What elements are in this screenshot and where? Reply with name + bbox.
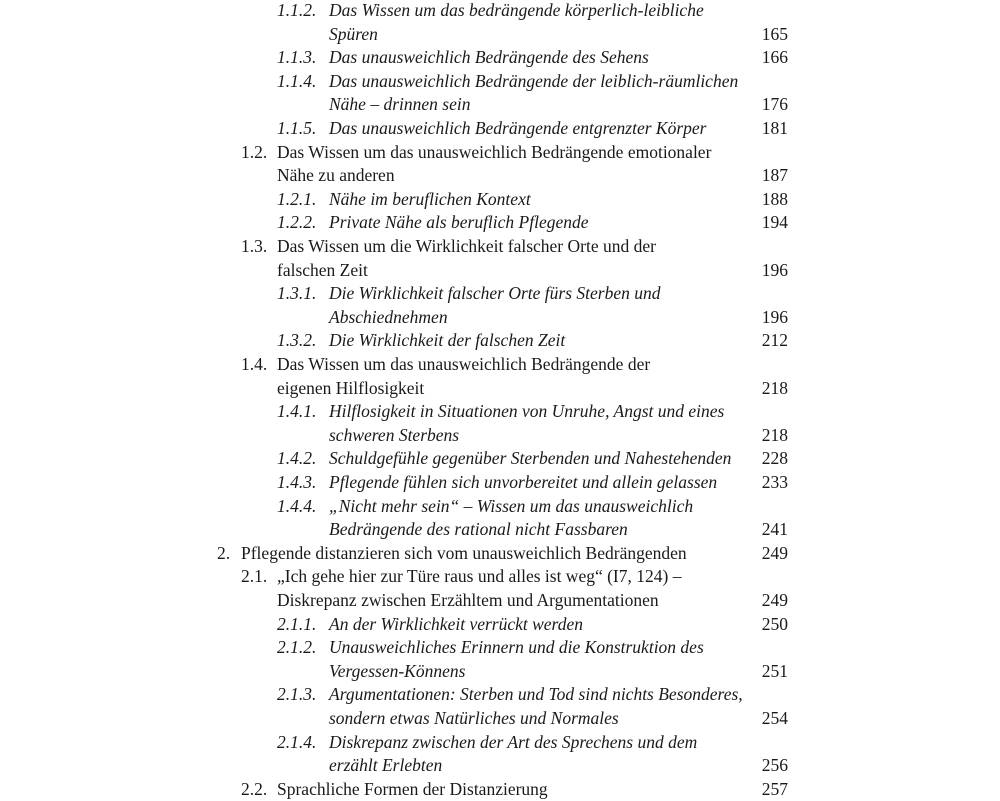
toc-entry-line	[0, 612, 1000, 636]
toc-entry-title: Private Nähe als beruflich Pflegende	[329, 212, 589, 233]
toc-entry-line	[0, 706, 1000, 730]
toc-entry-line	[0, 45, 1000, 69]
toc-entry-number: 1.4.3.	[277, 472, 317, 492]
toc-entry-line	[0, 258, 1000, 282]
toc-entry-page: 196	[761, 306, 788, 327]
toc-entry-number: 2.1.1.	[277, 613, 317, 634]
toc-entry-title: Unausweichliches Erinnern und die Konstruktion des	[329, 637, 704, 658]
toc-entry-title: „Nicht mehr sein“ – Wissen um das unausweichlich	[329, 495, 694, 516]
toc-entry-line	[0, 140, 1000, 164]
toc-entry-number: 2.1.	[241, 566, 268, 587]
toc-entry-number: 1.4.	[241, 354, 268, 374]
toc-entry-number: 2.1.4.	[277, 731, 317, 752]
toc-entry-line	[0, 234, 1000, 258]
toc-entry-line	[0, 305, 1000, 329]
toc-entry-title: Schuldgefühle gegenüber Sterbenden und Nahestehenden	[329, 448, 732, 469]
toc-entry-number: 1.4.1.	[277, 401, 317, 422]
toc-entry-line	[0, 399, 1000, 423]
toc-entry-page: 250	[761, 613, 788, 634]
toc-entry-line	[0, 187, 1000, 211]
toc-entry-title: Das unausweichlich Bedrängende der leiblich-räumlichen	[329, 70, 739, 91]
toc-entry-number: 1.3.	[241, 236, 268, 256]
toc-entry-number: 1.1.3.	[277, 47, 317, 68]
toc-entry-line	[0, 446, 1000, 470]
toc-entry-number: 1.2.1.	[277, 188, 317, 209]
toc-entry-line	[0, 281, 1000, 305]
toc-entry-title: Diskrepanz zwischen der Art des Sprechens und dem	[329, 731, 698, 752]
toc-entry-page: 241	[761, 519, 788, 540]
toc-entry-line	[0, 210, 1000, 234]
toc-entry-line	[0, 163, 1000, 187]
toc-entry-number: 1.1.4.	[277, 70, 317, 91]
toc-entry-number: 1.2.	[241, 141, 268, 162]
toc-entry-title: Bedrängende des rational nicht Fassbaren	[329, 519, 628, 540]
toc-entry-page: 181	[761, 118, 788, 138]
toc-entry-number: 2.1.3.	[277, 684, 317, 705]
toc-entry-title: falschen Zeit	[277, 259, 368, 280]
toc-entry-title: An der Wirklichkeit verrückt werden	[329, 613, 583, 634]
toc-entry-page: 196	[761, 259, 788, 280]
toc-entry-page: 194	[761, 212, 788, 233]
toc-entry-page: 218	[761, 424, 788, 445]
toc-entry-title: Argumentationen: Sterben und Tod sind nichts Besonderes,	[329, 684, 743, 705]
toc-entry-page: 176	[761, 94, 788, 115]
toc-entry-page: 218	[761, 377, 788, 398]
toc-entry-title: Pflegende fühlen sich unvorbereitet und allein gelassen	[329, 472, 718, 492]
toc-entry-title: Das Wissen um das bedrängende körperlich-leibliche	[329, 0, 704, 20]
toc-entry-title: Nähe im beruflichen Kontext	[329, 188, 531, 209]
toc-entry-page: 249	[761, 542, 788, 563]
toc-entry-line	[0, 376, 1000, 400]
toc-entry-line	[0, 352, 1000, 376]
toc-entry-title: Sprachliche Formen der Distanzierung	[277, 778, 548, 799]
toc-entry-number: 2.	[217, 542, 231, 563]
toc-entry-title: erzählt Erlebten	[329, 755, 443, 776]
toc-entry-line	[0, 753, 1000, 777]
toc-entry-page: 249	[761, 590, 788, 610]
toc-entry-title: Pflegende distanzieren sich vom unausweichlich Bedrängenden	[241, 542, 687, 563]
toc-entry-line	[0, 116, 1000, 140]
toc-entry-number: 1.2.2.	[277, 212, 317, 233]
toc-entry-number: 1.1.2.	[277, 0, 317, 20]
toc-entry-title: Das unausweichlich Bedrängende des Sehens	[329, 47, 649, 68]
toc-entry-title: Nähe – drinnen sein	[329, 94, 471, 115]
toc-entry-number: 1.3.2.	[277, 330, 317, 351]
toc-entry-line	[0, 494, 1000, 518]
toc-entry-title: Die Wirklichkeit der falschen Zeit	[329, 330, 566, 351]
toc-entry-title: Nähe zu anderen	[277, 165, 395, 186]
toc-entry-title: schweren Sterbens	[329, 424, 460, 445]
toc-entry-line	[0, 682, 1000, 706]
toc-entry-title: „Ich gehe hier zur Türe raus und alles ist weg“ (I7, 124) –	[277, 566, 682, 587]
toc-entry-line	[0, 423, 1000, 447]
toc-entry-title: Das unausweichlich Bedrängende entgrenzter Körper	[329, 118, 707, 138]
toc-entry-title: eigenen Hilflosigkeit	[277, 377, 425, 398]
toc-entry-title: sondern etwas Natürliches und Normales	[329, 708, 619, 728]
toc-entry-page: 254	[761, 708, 788, 728]
toc-entry-title: Abschiednehmen	[329, 306, 448, 327]
toc-entry-page: 233	[761, 472, 788, 492]
toc-entry-page: 212	[761, 330, 788, 351]
toc-entry-line	[0, 0, 1000, 22]
toc-entry-line	[0, 92, 1000, 116]
toc-entry-title: Das Wissen um das unausweichlich Bedrängende emotionaler	[277, 141, 712, 162]
toc-entry-title: Das Wissen um das unausweichlich Bedrängende der	[277, 354, 651, 374]
toc-entry-page: 187	[761, 165, 788, 186]
toc-entry-line	[0, 69, 1000, 93]
toc-entry-line	[0, 22, 1000, 46]
toc-entry-title: Hilflosigkeit in Situationen von Unruhe, Angst und eines	[329, 401, 725, 422]
toc-entry-page: 188	[761, 188, 788, 209]
toc-entry-number: 2.2.	[241, 778, 268, 799]
toc-entry-title: Die Wirklichkeit falscher Orte fürs Sterben und	[329, 283, 661, 304]
toc-entry-line	[0, 730, 1000, 754]
toc-entry-line	[0, 470, 1000, 494]
toc-entry-page: 251	[761, 660, 788, 681]
toc-entry-line	[0, 541, 1000, 565]
toc-entry-line	[0, 659, 1000, 683]
toc-entry-line	[0, 635, 1000, 659]
toc-entry-line	[0, 564, 1000, 588]
toc-entry-title: Spüren	[329, 23, 378, 44]
toc-entry-page: 256	[761, 755, 788, 776]
toc-entry-line	[0, 777, 1000, 801]
toc-entry-line	[0, 328, 1000, 352]
toc-entry-line	[0, 588, 1000, 612]
toc-entry-number: 1.1.5.	[277, 118, 317, 138]
toc-entry-page: 166	[761, 47, 788, 68]
toc-entry-page: 257	[761, 778, 788, 799]
toc-entry-number: 2.1.2.	[277, 637, 317, 658]
toc-entry-title: Vergessen-Könnens	[329, 660, 466, 681]
toc-entry-page: 165	[761, 23, 788, 44]
toc-entry-line	[0, 517, 1000, 541]
toc-entry-number: 1.4.2.	[277, 448, 317, 469]
toc-entry-title: Das Wissen um die Wirklichkeit falscher Orte und der	[277, 236, 656, 256]
toc-entry-page: 228	[761, 448, 788, 469]
toc-entry-number: 1.4.4.	[277, 495, 317, 516]
toc-entry-number: 1.3.1.	[277, 283, 317, 304]
toc-entry-title: Diskrepanz zwischen Erzähltem und Argumentationen	[277, 590, 659, 610]
